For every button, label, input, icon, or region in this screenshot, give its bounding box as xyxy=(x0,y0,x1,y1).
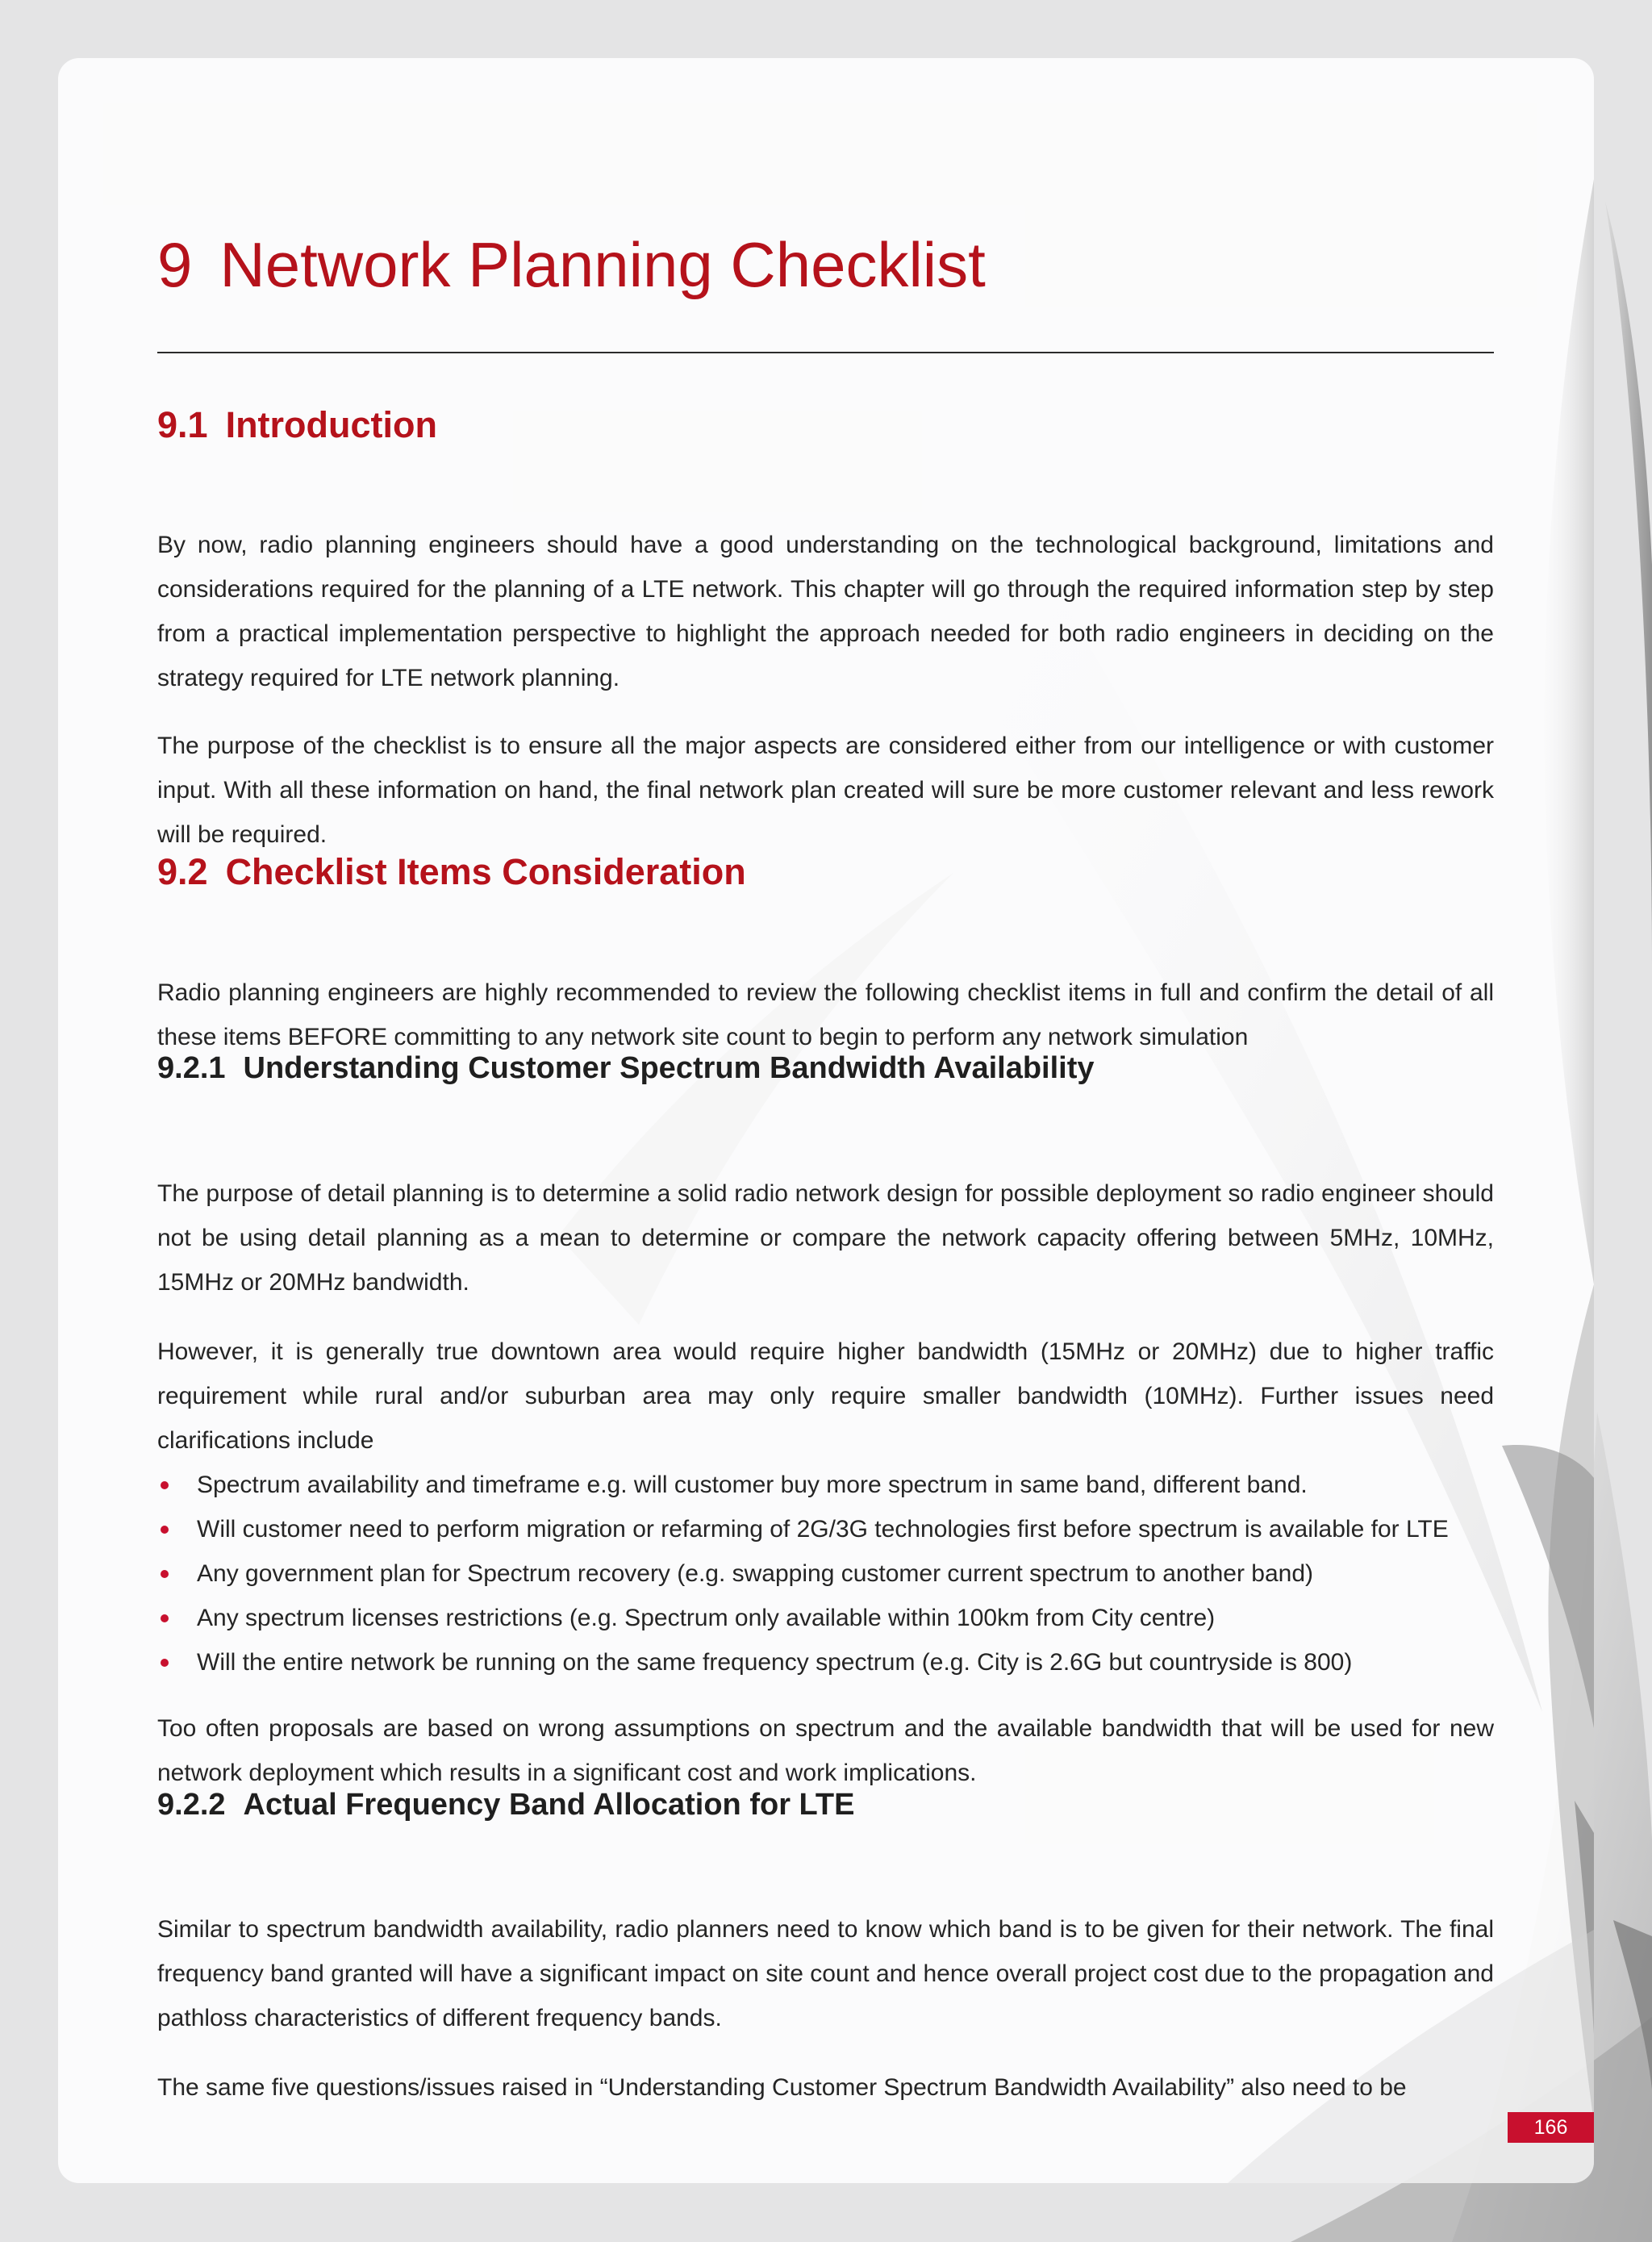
chapter-title-text: Network Planning Checklist xyxy=(219,229,986,300)
bullet-dot-icon xyxy=(161,1570,169,1578)
paragraph-checklist-intro: Radio planning engineers are highly recommended to review the following checklist items in full and confirm the detail of all these items BEFORE committing to any network site count to begin to perform any network simulation xyxy=(157,979,1494,1050)
bullet-dot-icon xyxy=(161,1659,169,1667)
list-item xyxy=(157,1463,1494,1507)
list-item xyxy=(157,1596,1494,1640)
paragraph-spectrum-2: However, it is generally true downtown area would require higher bandwidth (15MHz or 20MHz) due to higher traffic requirement while rural and/or suburban area may only require smaller bandwidth (10MHz). Further issues need clarifications include xyxy=(157,1338,1494,1454)
chapter-title xyxy=(157,229,986,300)
paragraph-frequency-1: Similar to spectrum bandwidth availability, radio planners need to know which band is to be given for their network. The final frequency band granted will have a significant impact on site count and hence overall project cost due to the propagation and pathloss characteristics of different frequency bands. xyxy=(157,1916,1494,2031)
page-card xyxy=(58,58,1594,2183)
list-item xyxy=(157,1507,1494,1551)
page-number-badge: 166 xyxy=(1508,2112,1594,2143)
section-title: Introduction xyxy=(225,404,438,445)
section-heading-9-1 xyxy=(157,404,438,445)
list-item xyxy=(157,1640,1494,1685)
paragraph-spectrum-1: The purpose of detail planning is to determine a solid radio network design for possible deployment so radio engineer should not be using detail planning as a mean to determine or compare the network capacity offering between 5MHz, 10MHz, 15MHz or 20MHz bandwidth. xyxy=(157,1180,1494,1296)
bullet-dot-icon xyxy=(161,1481,169,1489)
page-watermark-art xyxy=(58,58,1594,2183)
section-title: Checklist Items Consideration xyxy=(225,851,746,892)
list-item-text: Spectrum availability and timeframe e.g. will customer buy more spectrum in same band, different band. xyxy=(197,1472,1308,1498)
spectrum-bullet-list xyxy=(157,1463,1494,1685)
list-item-text: Will customer need to perform migration or refarming of 2G/3G technologies first before spectrum is available for LTE xyxy=(197,1516,1449,1543)
subsection-title: Understanding Customer Spectrum Bandwidth Availability xyxy=(243,1051,1095,1085)
paragraph-spectrum-3: Too often proposals are based on wrong assumptions on spectrum and the available bandwidth that will be used for new network deployment which results in a significant cost and work implications. xyxy=(157,1715,1494,1786)
subsection-heading-9-2-2 xyxy=(157,1789,855,1820)
list-item xyxy=(157,1551,1494,1596)
title-divider xyxy=(157,352,1494,353)
paragraph-intro-1: By now, radio planning engineers should have a good understanding on the technological background, limitations and considerations required for the planning of a LTE network. This chapter will go through the required information step by step from a practical implementation perspective to highlight the approach needed for both radio engineers in deciding on the strategy required for LTE network planning. xyxy=(157,532,1494,691)
subsection-heading-9-2-1 xyxy=(157,1053,1095,1083)
list-item-text: Any government plan for Spectrum recovery (e.g. swapping customer current spectrum to another band) xyxy=(197,1560,1313,1587)
subsection-number: 9.2.1 xyxy=(157,1051,226,1085)
chapter-number: 9 xyxy=(157,229,193,300)
bullet-dot-icon xyxy=(161,1614,169,1622)
section-heading-9-2 xyxy=(157,851,746,892)
subsection-title: Actual Frequency Band Allocation for LTE xyxy=(243,1788,855,1822)
list-item-text: Any spectrum licenses restrictions (e.g. Spectrum only available within 100km from City centre) xyxy=(197,1605,1216,1631)
section-number: 9.2 xyxy=(157,851,208,892)
section-number: 9.1 xyxy=(157,404,208,445)
paragraph-intro-2: The purpose of the checklist is to ensure all the major aspects are considered either from our intelligence or with customer input. With all these information on hand, the final network plan created will sure be more customer relevant and less rework will be required. xyxy=(157,733,1494,848)
subsection-number: 9.2.2 xyxy=(157,1788,226,1822)
paragraph-frequency-2: The same five questions/issues raised in “Understanding Customer Spectrum Bandwidth Availability” also need to be xyxy=(157,2074,1407,2101)
list-item-text: Will the entire network be running on the same frequency spectrum (e.g. City is 2.6G but countryside is 800) xyxy=(197,1649,1353,1676)
bullet-dot-icon xyxy=(161,1526,169,1534)
